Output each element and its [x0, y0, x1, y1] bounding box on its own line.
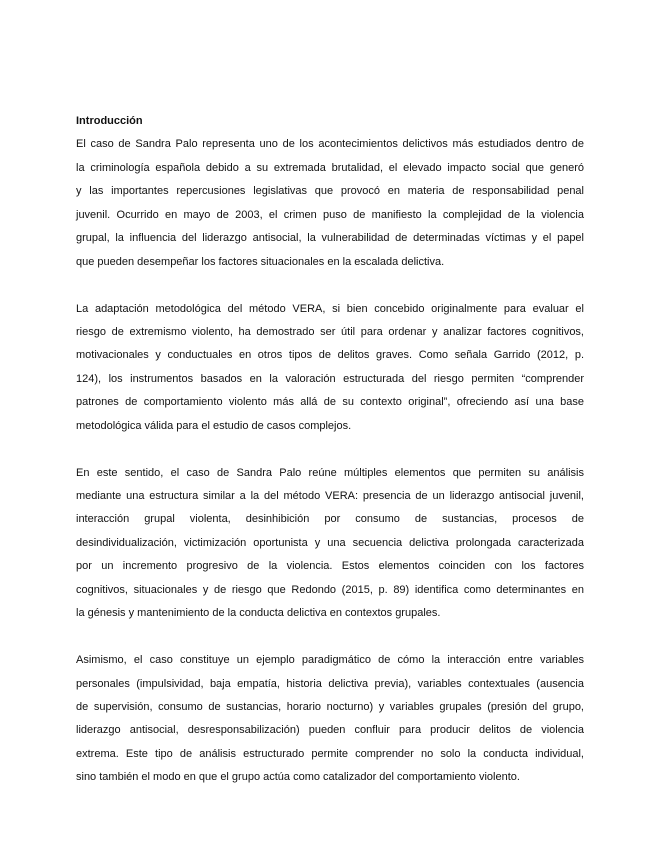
text-line: que pueden desempeñar los factores situacionales en la escalada delictiva.: [76, 255, 445, 268]
text-line: Asimismo, el caso constituye un ejemplo paradigmático de cómo la interacción entre variables: [76, 654, 584, 667]
text-line: sino también el modo en que el grupo actúa como catalizador del comportamiento violento.: [76, 771, 520, 784]
text-line: riesgo de extremismo violento, ha demostrado ser útil para ordenar y analizar factores cognitivos,: [76, 325, 584, 338]
text-line: desindividualización, victimización oportunista y una secuencia delictiva prolongada caracterizada: [76, 536, 584, 549]
paragraph-4: [76, 649, 584, 790]
text-line: metodológica válida para el estudio de casos complejos.: [76, 419, 352, 432]
text-line: motivacionales y conductuales en otros tipos de delitos graves. Como señala Garrido (2012, p.: [76, 349, 584, 362]
text-line: la génesis y mantenimiento de la conducta delictiva en contextos grupales.: [76, 607, 441, 620]
section-heading: Introducción: [76, 115, 143, 127]
text-line: En este sentido, el caso de Sandra Palo reúne múltiples elementos que permiten su análisis: [76, 466, 584, 479]
text-line: de supervisión, consumo de sustancias, horario nocturno) y variables grupales (presión del grupo,: [76, 700, 584, 713]
text-line: liderazgo antisocial, desresponsabilización) pueden confluir para producir delitos de violencia: [76, 724, 584, 737]
text-line: personales (impulsividad, baja empatía, historia delictiva previa), variables contextuales (ausencia: [76, 677, 584, 690]
paragraph-1: [76, 133, 584, 274]
text-line: interacción grupal violenta, desinhibición por consumo de sustancias, procesos de: [76, 513, 584, 526]
text-line: mediante una estructura similar a la del método VERA: presencia de un liderazgo antisocial juvenil,: [76, 490, 584, 502]
text-line: 124), los instrumentos basados en la valoración estructurada del riesgo permiten “comprender: [76, 372, 584, 385]
document-body: [76, 110, 584, 813]
text-line: patrones de comportamiento violento más allá de su contexto original”, ofreciendo así una base: [76, 396, 584, 409]
text-line: la criminología española debido a su extremada brutalidad, el elevado impacto social que generó: [76, 161, 584, 174]
text-line: y las importantes repercusiones legislativas que provocó en materia de responsabilidad penal: [76, 185, 584, 198]
text-line: La adaptación metodológica del método VERA, si bien concebido originalmente para evaluar el: [76, 302, 584, 315]
text-line: cognitivos, situacionales y de riesgo que Redondo (2015, p. 89) identifica como determinantes en: [76, 583, 584, 596]
text-line: El caso de Sandra Palo representa uno de los acontecimientos delictivos más estudiados dentro de: [76, 138, 584, 151]
text-line: grupal, la influencia del liderazgo antisocial, la vulnerabilidad de determinadas víctimas y el papel: [76, 232, 584, 245]
paragraph-3: [76, 462, 584, 626]
paragraph-2: [76, 298, 584, 439]
text-line: juvenil. Ocurrido en mayo de 2003, el crimen puso de manifiesto la complejidad de la violencia: [76, 208, 584, 221]
text-line: extrema. Este tipo de análisis estructurado permite comprender no solo la conducta individual,: [76, 747, 584, 760]
text-line: por un incremento progresivo de la violencia. Estos elementos coinciden con los factores: [76, 560, 584, 573]
